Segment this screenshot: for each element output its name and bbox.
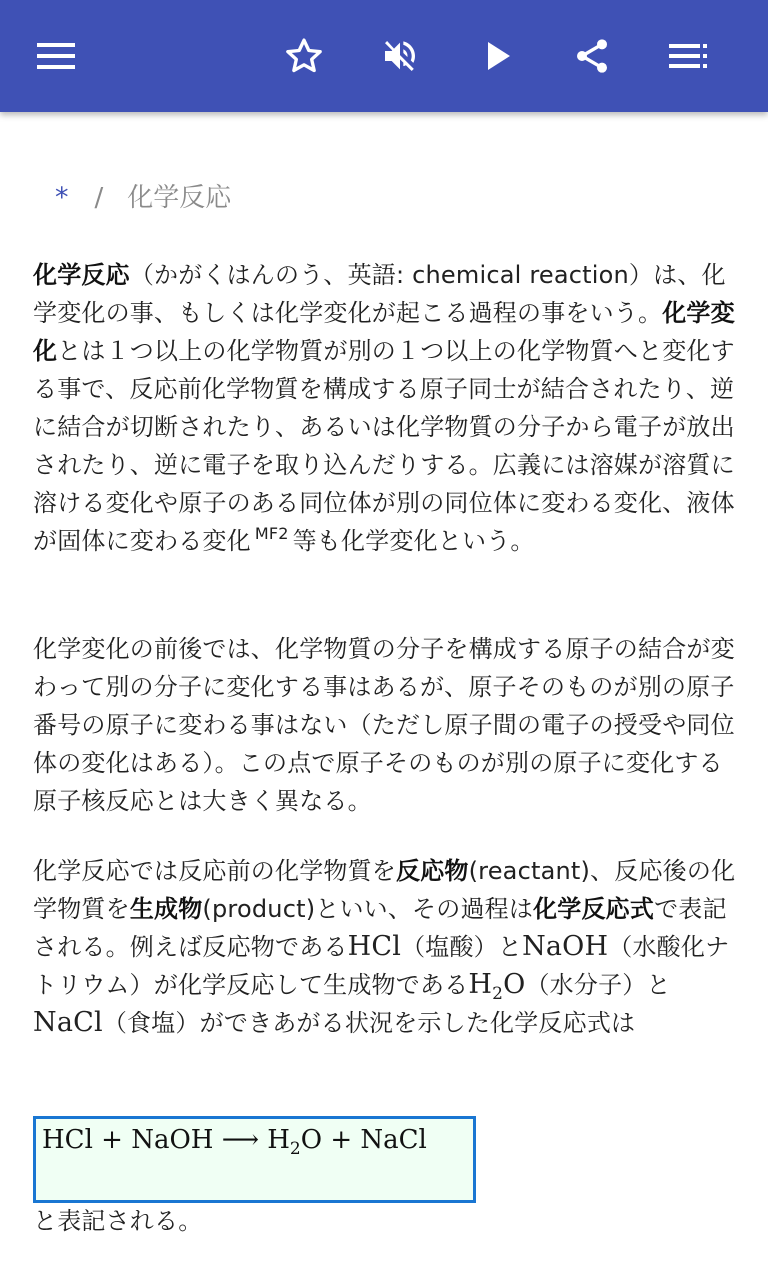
article-term-bold: 化学反応 (33, 261, 130, 289)
math-subscript: 2 (492, 984, 504, 1004)
paragraph-text: （水分子）と (525, 971, 671, 999)
breadcrumb-home-link[interactable]: * (55, 182, 69, 213)
playlist-icon (669, 43, 707, 69)
article-term-bold: 化学変化 (33, 299, 735, 365)
breadcrumb (55, 178, 231, 218)
equation-box (33, 1116, 476, 1203)
play-button[interactable] (464, 22, 532, 90)
play-icon (483, 40, 513, 72)
equation-subscript: 2 (289, 1139, 301, 1159)
article-paragraph-4: と表記される。 (33, 1207, 203, 1235)
menu-button[interactable] (22, 22, 90, 90)
breadcrumb-separator: / (94, 183, 104, 213)
paragraph-text: (product)といい、その過程は (202, 895, 534, 923)
app-bar (0, 0, 768, 112)
paragraph-text: 化学反応では反応前の化学物質を (33, 857, 396, 885)
term-reactant: 反応物 (396, 857, 469, 885)
menu-icon (37, 42, 75, 70)
article-paragraph-3 (33, 852, 738, 1042)
term-chemical-equation: 化学反応式 (533, 895, 655, 923)
paragraph-text: （かがくはんのう、英語: chemical reaction）は、化学変化の事、もしくは化学変化が起こる過程の事をいう。 (33, 261, 726, 327)
equation-left: HCl + NaOH ⟶ H (42, 1125, 290, 1155)
contents-button[interactable] (654, 22, 722, 90)
paragraph-text: （食塩）ができあがる状況を示した化学反応式は (102, 1009, 636, 1037)
reference-link[interactable]: MF2 (254, 524, 289, 543)
paragraph-text: 等も化学変化という。 (292, 527, 535, 555)
volume-off-icon (380, 36, 420, 76)
article-paragraph-2: 化学変化の前後では、化学物質の分子を構成する原子の結合が変わって別の分子に変化する事はあるが、原子そのものが別の原子番号の原子に変わる事はない（ただし原子間の電子の授受や同位体の変化はある）。この点で原子そのものが別の原子に変化する原子核反応とは大きく異なる。 (33, 635, 735, 815)
paragraph-text: （塩酸）と (401, 933, 523, 961)
mute-button[interactable] (366, 22, 434, 90)
math-h: H (468, 969, 493, 1000)
paragraph-text: (reactant)、反応後の化学物質を (33, 857, 736, 923)
equation-right: O + NaCl (300, 1125, 427, 1155)
paragraph-text: （水酸化ナトリウム）が化学反応して生成物である (33, 933, 730, 999)
share-icon (572, 36, 612, 76)
math-o: O (503, 969, 526, 1000)
paragraph-text: とは１つ以上の化学物質が別の１つ以上の化学物質へと変化する事で、反応前化学物質を構成する原子同士が結合されたり、逆に結合が切断されたり、あるいは化学物質の分子から電子が放出されたり、逆に電子を取り込んだりする。広義には溶媒が溶質に溶ける変化や原子のある同位体が別の同位体に変わる変化、液体が固体に変わる変化 (33, 337, 735, 555)
favorite-button[interactable] (270, 22, 338, 90)
share-button[interactable] (558, 22, 626, 90)
article-paragraph-1 (33, 256, 738, 560)
paragraph-text: で表記される。例えば反応物である (33, 895, 727, 961)
star-icon (284, 36, 324, 76)
term-product: 生成物 (129, 895, 203, 923)
math-nacl: NaCl (33, 1007, 103, 1038)
math-hcl: HCl (347, 931, 402, 962)
chemical-equation (42, 1125, 427, 1159)
math-h2o (468, 969, 526, 1004)
math-naoh: NaOH (522, 931, 609, 962)
breadcrumb-current: 化学反応 (127, 183, 232, 213)
